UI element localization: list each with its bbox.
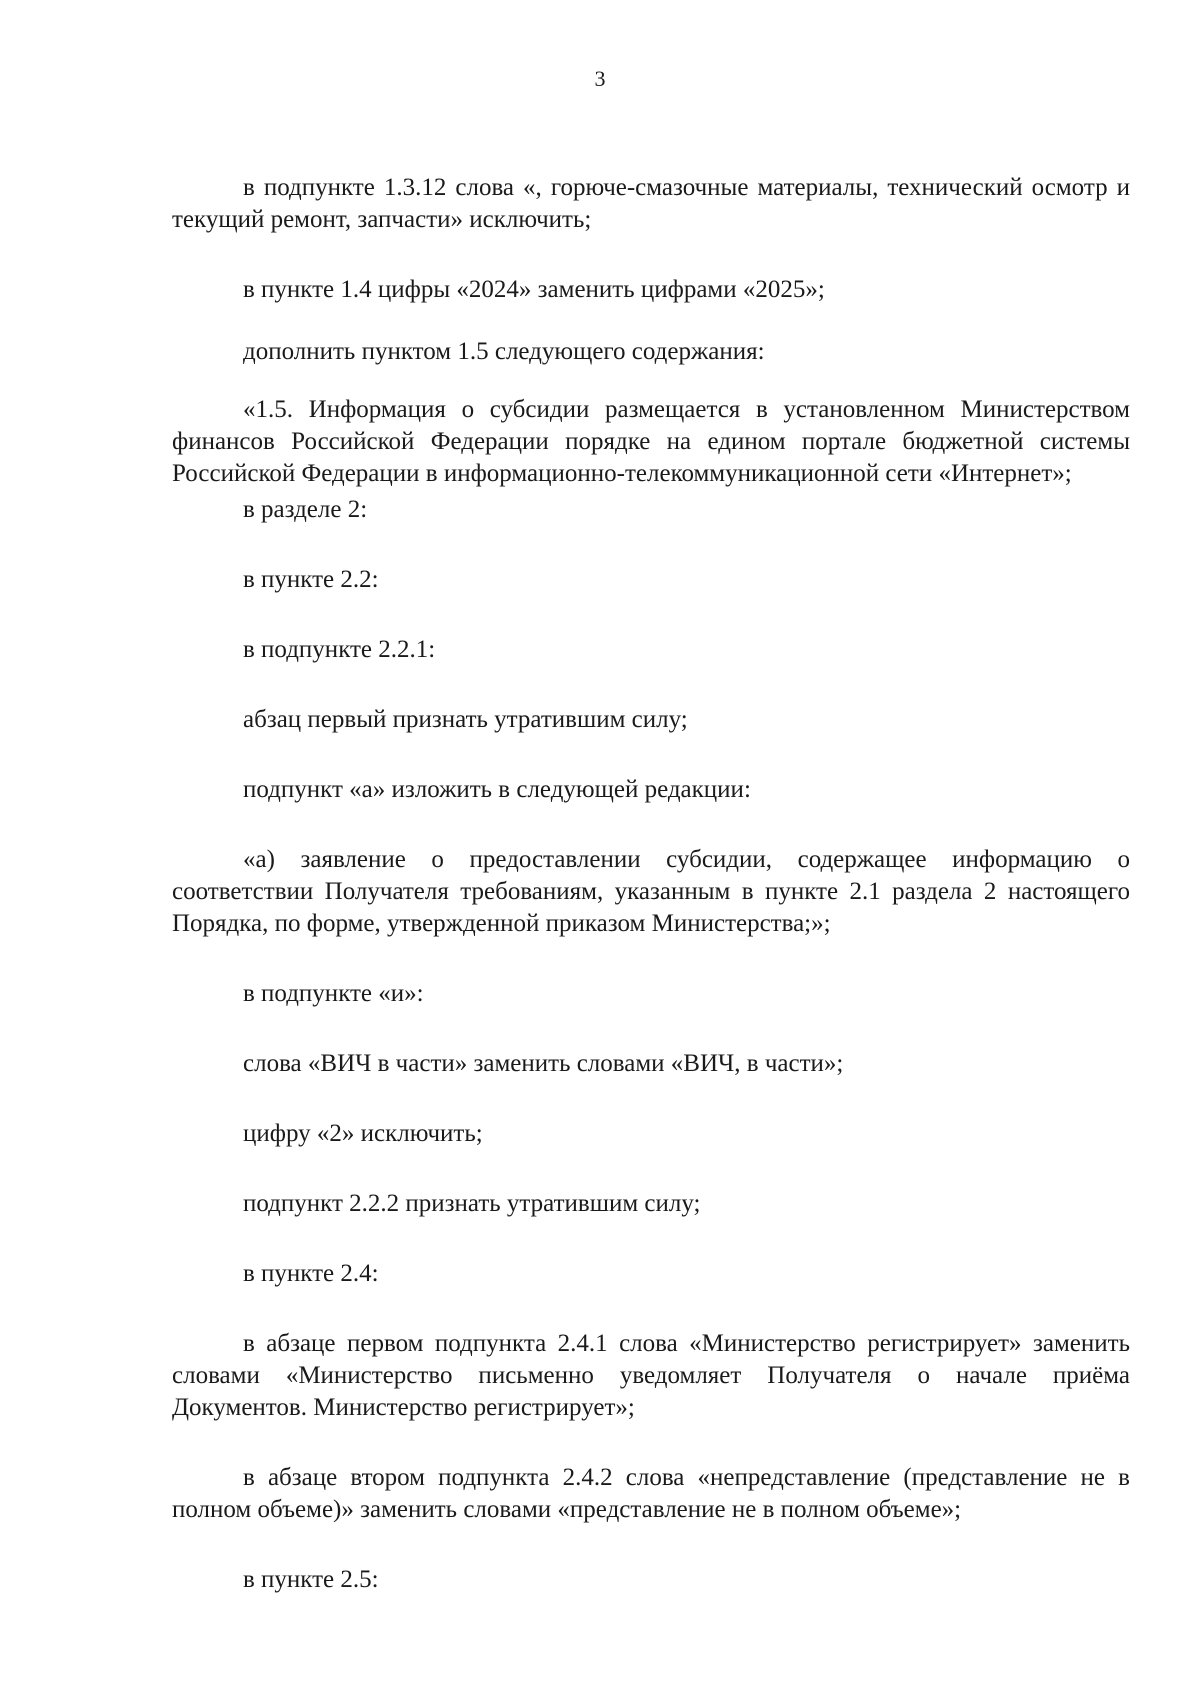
document-body xyxy=(172,172,1130,1634)
paragraph-18: в пункте 2.5: xyxy=(243,1566,379,1593)
paragraph-10: «а) заявление о предоставлении субсидии, содержащее информацию о соответствии Получателя требованиям, указанным в пункте 2.1 раздела 2 настоящего Порядка, по форме, утвержденной приказом Министерства;»; xyxy=(172,846,1130,937)
paragraph-9: подпункт «а» изложить в следующей редакции: xyxy=(243,776,751,803)
paragraph-14: подпункт 2.2.2 признать утратившим силу; xyxy=(243,1190,701,1217)
paragraph-11: в подпункте «и»: xyxy=(243,980,424,1007)
paragraph-6: в пункте 2.2: xyxy=(243,566,379,593)
paragraph-17: в абзаце втором подпункта 2.4.2 слова «непредставление (представление не в полном объеме)» заменить словами «представление не в полном объеме»; xyxy=(172,1464,1130,1523)
paragraph-3: дополнить пунктом 1.5 следующего содержания: xyxy=(243,338,765,365)
paragraph-8: абзац первый признать утратившим силу; xyxy=(243,706,688,733)
page-number: 3 xyxy=(594,66,606,91)
paragraph-15: в пункте 2.4: xyxy=(243,1260,379,1287)
paragraph-7: в подпункте 2.2.1: xyxy=(243,636,436,663)
paragraph-5: в разделе 2: xyxy=(243,496,368,523)
paragraph-1: в подпункте 1.3.12 слова «, горюче-смазочные материалы, технический осмотр и текущий ремонт, запчасти» исключить; xyxy=(172,174,1130,233)
paragraph-2: в пункте 1.4 цифры «2024» заменить цифрами «2025»; xyxy=(243,276,825,303)
paragraph-16: в абзаце первом подпункта 2.4.1 слова «Министерство регистрирует» заменить словами «Министерство письменно уведомляет Получателя о начале приёма Документов. Министерство регистрирует»; xyxy=(172,1330,1130,1421)
paragraph-4: «1.5. Информация о субсидии размещается в установленном Министерством финансов Российской Федерации порядке на едином портале бюджетной системы Российской Федерации в информационно-телекоммуникационной сети «Интернет»; xyxy=(172,396,1130,487)
paragraph-13: цифру «2» исключить; xyxy=(243,1120,483,1147)
paragraph-12: слова «ВИЧ в части» заменить словами «ВИЧ, в части»; xyxy=(243,1050,844,1077)
